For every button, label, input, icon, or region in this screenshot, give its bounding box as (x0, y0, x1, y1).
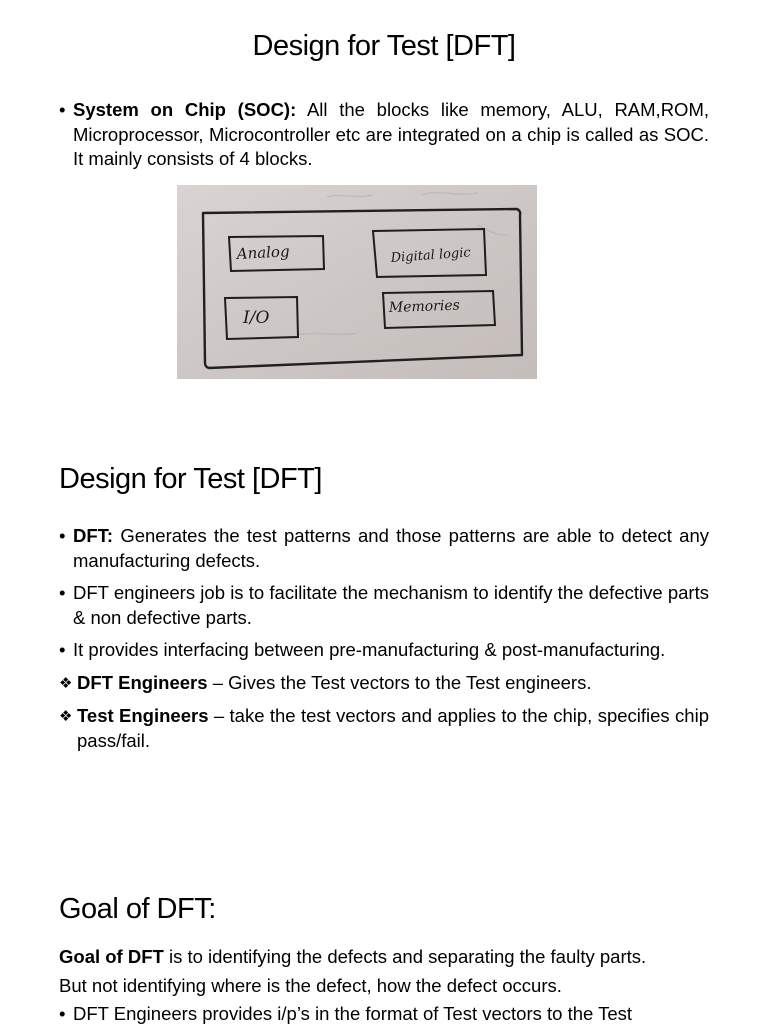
digital-logic-label: Digital logic (390, 245, 472, 266)
dft-term: DFT: (73, 525, 114, 546)
soc-bullet (59, 98, 709, 172)
dft-bullet-1 (59, 524, 709, 573)
dft-engineers-term: DFT Engineers (77, 671, 208, 693)
bullet-icon: • (59, 639, 66, 660)
analog-label: Analog (236, 242, 291, 263)
soc-description: All the blocks like memory, ALU, RAM,ROM, Microprocessor, Microcontroller etc are integrated on a chip is called as SOC. It mainly consists of 4 blocks. (73, 99, 710, 169)
bullet-icon: • (59, 582, 66, 603)
goal-bullet-text: DFT Engineers provides i/p’s in the format of Test vectors to the Test (73, 1003, 633, 1024)
dft-bullets (59, 524, 709, 753)
diamond-star-icon: ❖ (59, 708, 73, 725)
dft-bullet-2 (59, 581, 709, 630)
bullet-icon: • (59, 525, 66, 546)
io-label: I/O (243, 308, 270, 328)
dft-bullet-2-text: DFT engineers job is to facilitate the mechanism to identify the defective parts & non defective parts. (73, 582, 709, 628)
goal-bullet (59, 1002, 709, 1027)
dft-bullet-3 (59, 638, 709, 663)
dft-engineers-text: – Gives the Test vectors to the Test engineers. (207, 671, 592, 693)
memories-label: Memories (388, 297, 461, 316)
test-engineers-item (59, 704, 709, 753)
dft-bullet-3-text: It provides interfacing between pre-manufacturing & post-manufacturing. (73, 639, 666, 660)
slide3-title: Goal of DFT: (59, 893, 216, 925)
goal-term: Goal of DFT (59, 946, 164, 967)
dft-bullet-1-text: Generates the test patterns and those patterns are able to detect any manufacturing defects. (73, 525, 709, 571)
soc-term: System on Chip (SOC): (73, 99, 297, 120)
bullet-icon: • (59, 99, 66, 120)
goal-text: is to identifying the defects and separating the faulty parts. (163, 946, 647, 967)
soc-sketch (177, 185, 537, 379)
goal-text-2: But not identifying where is the defect, how the defect occurs. (59, 974, 562, 996)
diamond-star-icon: ❖ (59, 674, 73, 692)
test-engineers-text: – take the test vectors and applies to the chip, specifies chip pass/fail. (77, 705, 709, 751)
bullet-icon: • (59, 1003, 66, 1024)
dft-engineers-item (59, 671, 709, 697)
slide2-title: Design for Test [DFT] (59, 463, 322, 495)
test-engineers-term: Test Engineers (77, 705, 209, 726)
soc-diagram-photo (177, 185, 537, 379)
slide1-title: Design for Test [DFT] (252, 30, 516, 62)
goal-paragraph (59, 945, 709, 1027)
